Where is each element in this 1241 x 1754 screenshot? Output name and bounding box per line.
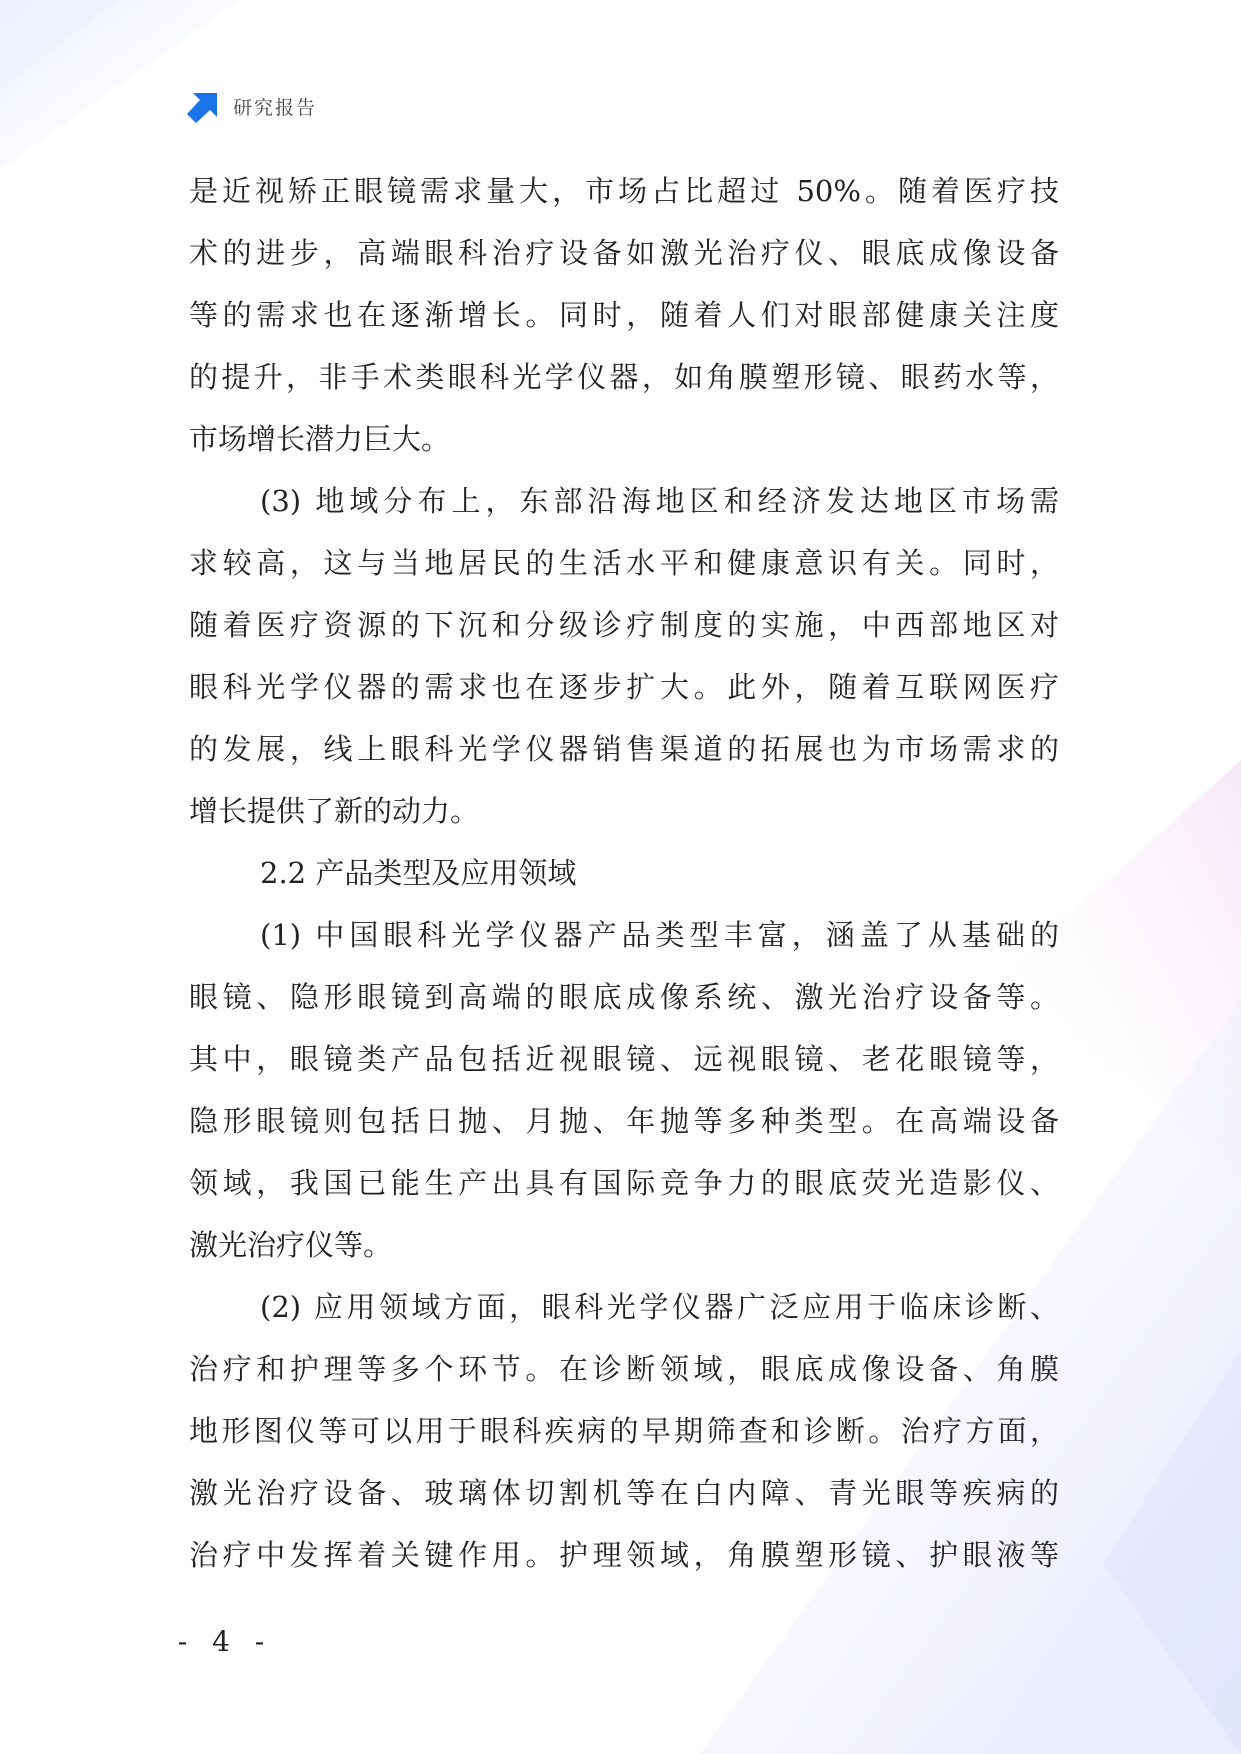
- text-line: 激光治疗仪等。: [189, 1228, 393, 1262]
- text-line: (2) 应用领域方面，眼科光学仪器广泛应用于临床诊断、: [260, 1290, 1059, 1324]
- text-line: 增长提供了新的动力。: [189, 794, 480, 828]
- text-line: 市场增长潜力巨大。: [189, 422, 451, 456]
- text-line: 其中，眼镜类产品包括近视眼镜、远视眼镜、老花眼镜等，: [189, 1042, 1059, 1076]
- section-heading: 2.2 产品类型及应用领域: [260, 856, 577, 890]
- text-line: (3) 地域分布上，东部沿海地区和经济发达地区市场需: [260, 484, 1059, 518]
- text-line: 激光治疗设备、玻璃体切割机等在白内障、青光眼等疾病的: [189, 1476, 1059, 1510]
- arrow-up-right-icon: [187, 89, 221, 123]
- text-line: 治疗和护理等多个环节。在诊断领域，眼底成像设备、角膜: [189, 1352, 1059, 1386]
- text-line: 是近视矫正眼镜需求量大，市场占比超过 50%。随着医疗技: [189, 174, 1059, 208]
- text-line: 求较高，这与当地居民的生活水平和健康意识有关。同时，: [189, 546, 1059, 580]
- text-line: 眼镜、隐形眼镜到高端的眼底成像系统、激光治疗设备等。: [189, 980, 1059, 1014]
- text-line: 的提升，非手术类眼科光学仪器，如角膜塑形镜、眼药水等，: [189, 360, 1059, 394]
- text-line: 领域，我国已能生产出具有国际竞争力的眼底荧光造影仪、: [189, 1166, 1059, 1200]
- text-line: 的发展，线上眼科光学仪器销售渠道的拓展也为市场需求的: [189, 732, 1059, 766]
- report-header: [187, 88, 317, 124]
- text-line: 随着医疗资源的下沉和分级诊疗制度的实施，中西部地区对: [189, 608, 1059, 642]
- text-line: 等的需求也在逐渐增长。同时，随着人们对眼部健康关注度: [189, 298, 1059, 332]
- text-line: 隐形眼镜则包括日抛、月抛、年抛等多种类型。在高端设备: [189, 1104, 1059, 1138]
- document-body: [189, 160, 1059, 1586]
- text-line: 眼科光学仪器的需求也在逐步扩大。此外，随着互联网医疗: [189, 670, 1059, 704]
- header-title: 研究报告: [233, 96, 318, 119]
- text-line: 治疗中发挥着关键作用。护理领域，角膜塑形镜、护眼液等: [189, 1538, 1059, 1572]
- text-line: (1) 中国眼科光学仪器产品类型丰富，涵盖了从基础的: [260, 918, 1059, 952]
- text-line: 术的进步，高端眼科治疗设备如激光治疗仪、眼底成像设备: [189, 236, 1059, 270]
- text-line: 地形图仪等可以用于眼科疾病的早期筛查和诊断。治疗方面，: [189, 1414, 1059, 1448]
- page-number: - 4 -: [177, 1625, 273, 1658]
